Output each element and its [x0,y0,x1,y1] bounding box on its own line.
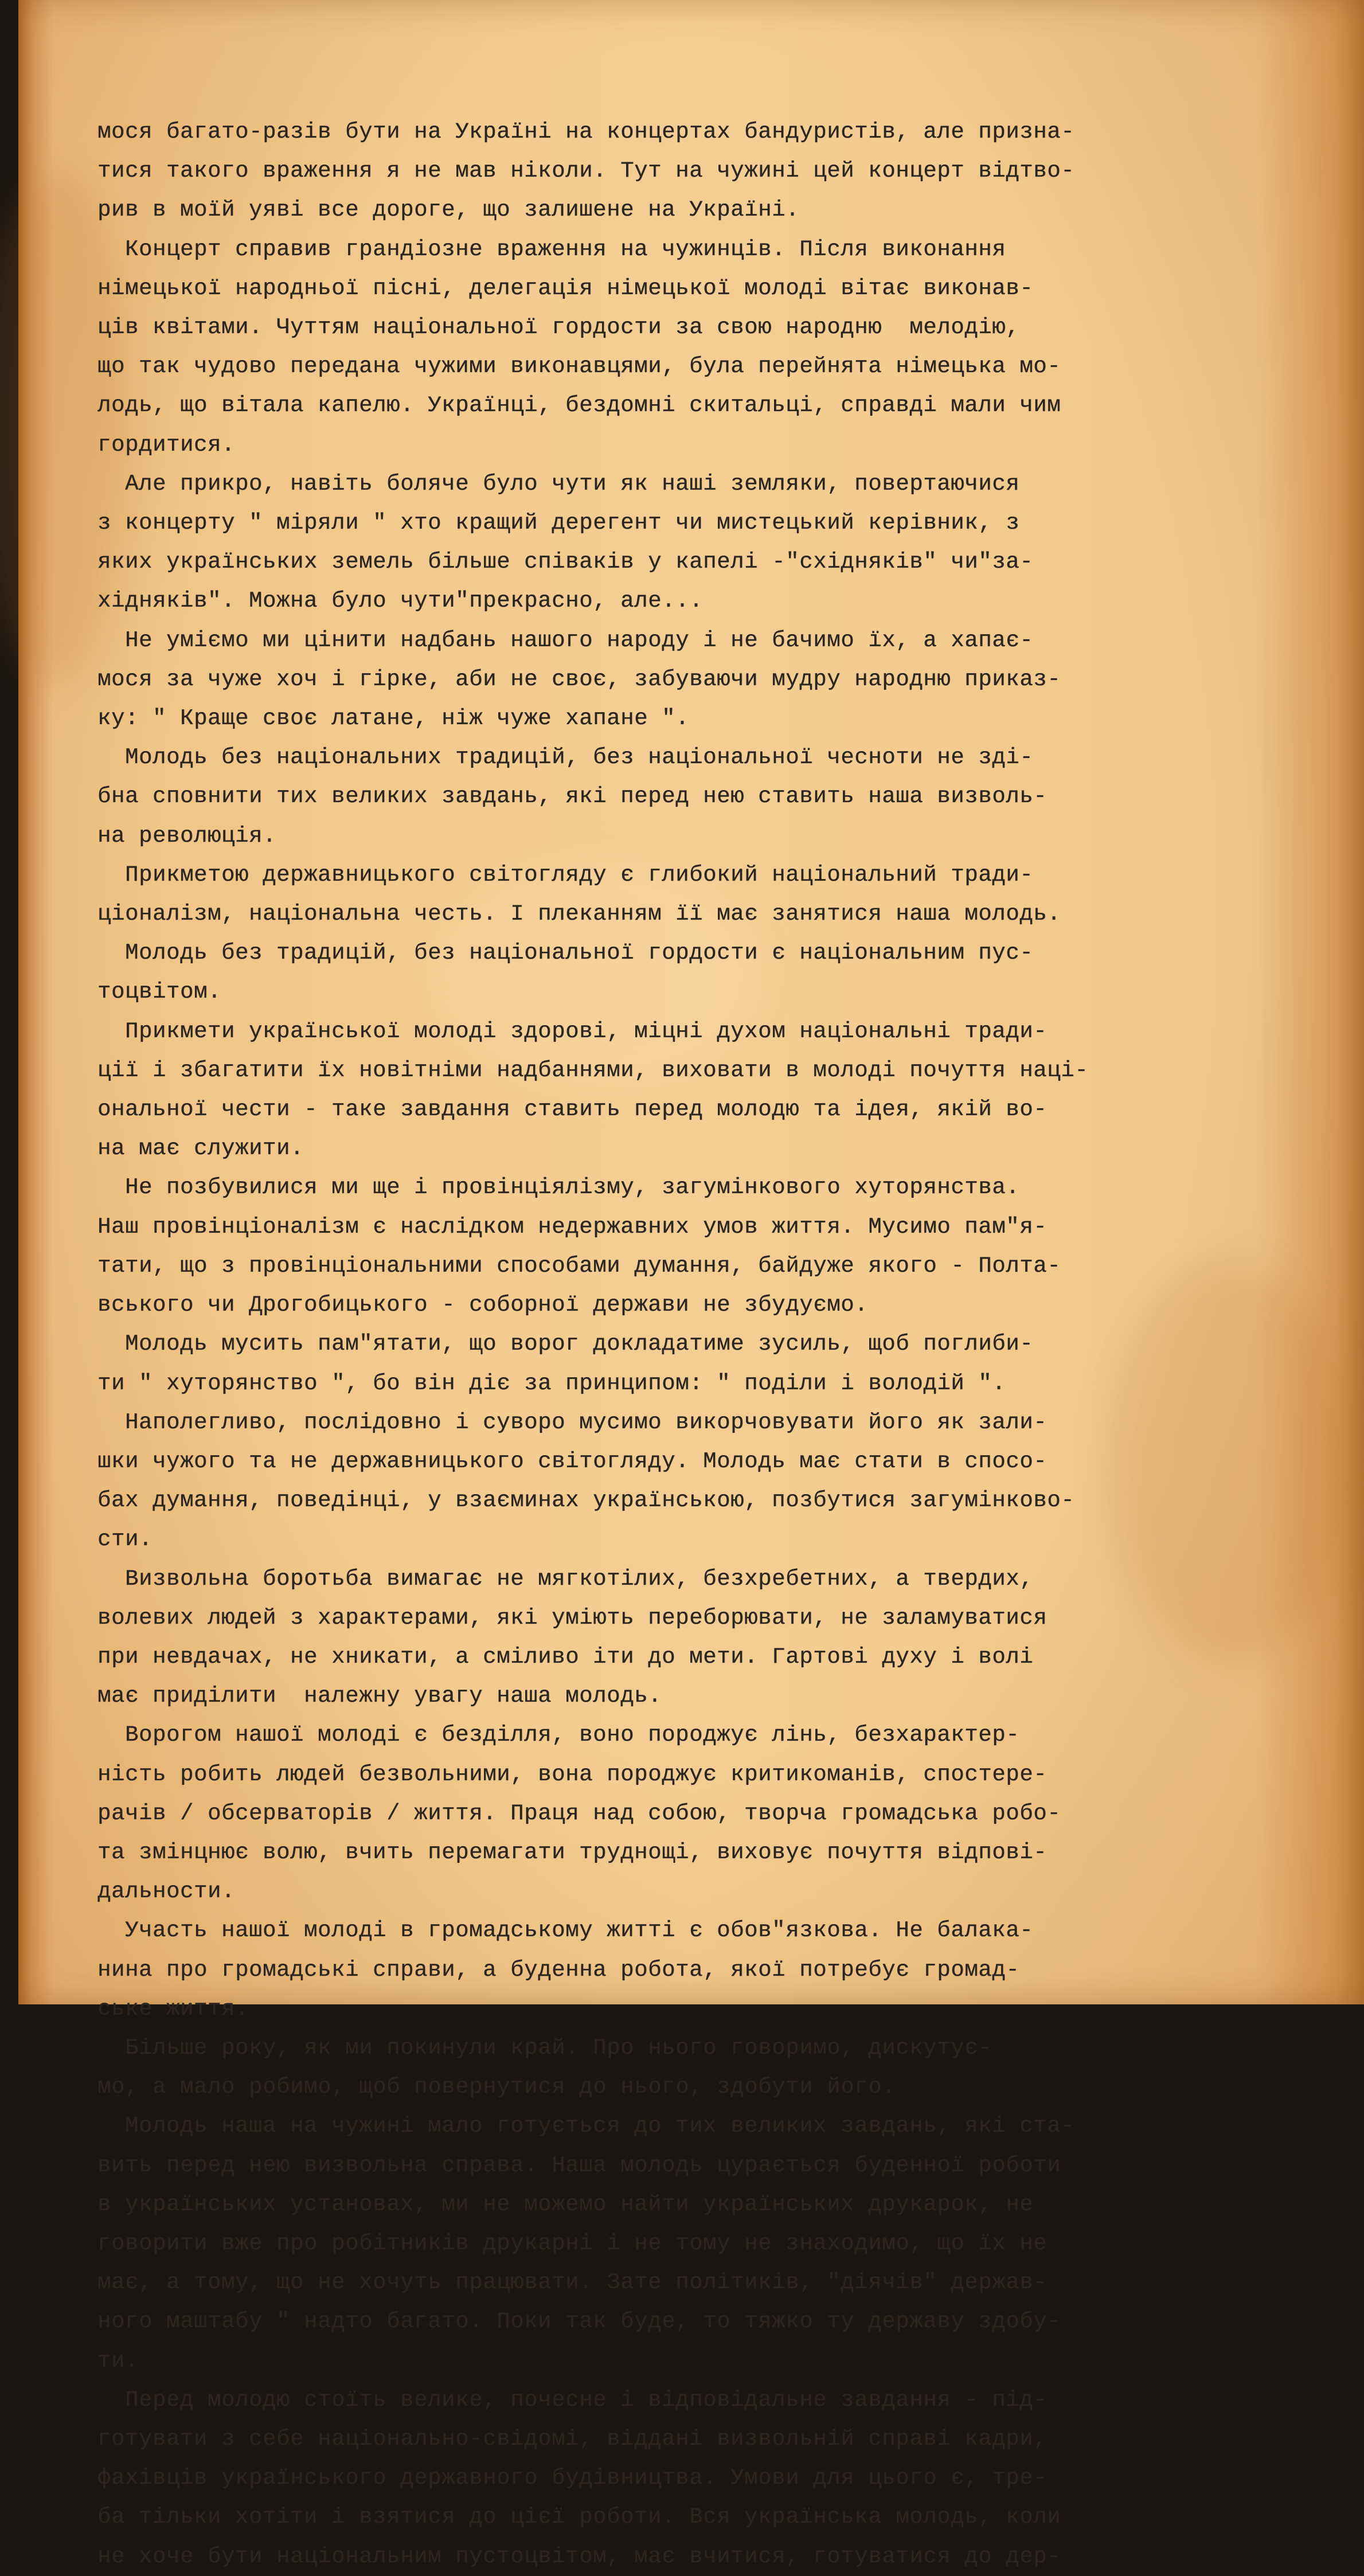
paragraph: Молодь наша на чужині мало готується до тих великих завдань, які ста- вить перед нею визвольна справа. Наша молодь цурається буденної роботи в українських установах, ми не можемо найти українських друкарок, не говорити вже про робітників друкарні і не тому не знаходимо, що їх не має, а тому, що не хочуть працювати. Зате політиків, "діячів" держав- ного маштабу " надто багато. Поки так буде, то тяжко ту державу здобу- ти. [97,2113,1075,2374]
paragraph: мося багато-разів бути на Україні на концертах бандуристів, але призна- тися такого враження я не мав ніколи. Тут на чужині цей концерт відтво- рив в моїй уяві все дороге, що залишене на Україні. [97,119,1075,223]
paragraph: Але прикро, навіть боляче було чути як наші земляки, повертаючися з концерту " міряли " хто кращий дерегент чи мистецький керівник, з яких українських земель більше співаків у капелі -"східняків" чи"за- хідняків". Можна було чути"прекрасно, але... [97,471,1034,614]
paragraph: Прикметою державницького світогляду є глибокий національний тради- ціоналізм, національна честь. І плеканням її має занятися наша молодь. [97,862,1061,927]
document-page [18,0,1364,2569]
paragraph: Перед молодю стоїть велике, почесне і відповідальне завдання - під- готувати з себе національно-свідомі, віддані визвольній справі кадри, фахівців українського державного будівництва. Умови для цього є, тре- ба тільки хотіти і взятися до цієї роботи. Вся українська молодь, коли не хоче бути національним пустоцвітом, має вчитися, готуватися до дер- [97,2387,1061,2569]
paragraph: Участь нашої молоді в громадському житті є обов"язкова. Не балака- нина про громадські справи, а буденна робота, якої потребує громад- ське життя. [97,1918,1034,2022]
paragraph: Ворогом нашої молоді є безділля, воно породжує лінь, безхарактер- ність робить людей безвольними, вона породжує критикоманів, спостере- рачів / обсерваторів / життя. Праця над собою, творча громадська робо- та змінцнює волю, вчить перемагати труднощі, виховує почуття відпові- дальности. [97,1722,1061,1905]
paragraph: Наполегливо, послідовно і суворо мусимо викорчовувати його як зали- шки чужого та не державницького світогляду. Молодь має стати в спосо- бах думання, поведінці, у взаєминах українською, позбутися загумінково- сти. [97,1409,1075,1553]
paragraph: Молодь без національних традицій, без національної чесноти не зді- бна сповнити тих великих завдань, які перед нею ставить наша визволь- на революція. [97,745,1048,849]
paragraph: Не позбувилися ми ще і провінціялізму, загумінкового хуторянства. Наш провінціоналізм є наслідком недержавних умов життя. Мусимо пам"я- тати, що з провінціональними способами думання, байдуже якого - Полта- вського чи Дрогобицького - соборної держави не збудуємо. [97,1175,1061,1318]
paragraph: Молодь без традицій, без національної гордости є національним пус- тоцвітом. [97,940,1034,1005]
paragraph: Молодь мусить пам"ятати, що ворог докладатиме зусиль, щоб поглиби- ти " хуторянство ", бо він діє за принципом: " поділи і володій ". [97,1331,1034,1396]
paragraph: Прикмети української молоді здорові, міцні духом національні тради- ції і збагатити їх новітніми надбаннями, виховати в молоді почуття наці- ональної чести - таке завдання ставить перед молодю та ідея, якій во- на має служити. [97,1018,1089,1162]
paragraph: Визвольна боротьба вимагає не мягкотілих, безхребетних, а твердих, волевих людей з характерами, які уміють переборювати, не заламуватися при невдачах, не хникати, а сміливо іти до мети. Гартові духу і волі має приділити належну увагу наша молодь. [97,1566,1048,1709]
paragraph: Концерт справив грандіозне враження на чужинців. Після виконання німецької народньої пісні, делегація німецької молоді вітає виконав- ців квітами. Чуттям національної гордости за свою народню мелодію, що так чудово передана чужими виконавцями, була перейнята німецька мо- лодь, що вітала капелю. Українці, бездомні скитальці, справді мали чим гордитися. [97,236,1061,458]
typewritten-text [97,112,1336,2569]
paragraph: Не уміємо ми цінити надбань нашого народу і не бачимо їх, а хапає- мося за чуже хоч і гірке, аби не своє, забуваючи мудру народню приказ- ку: " Краще своє латане, ніж чуже хапане ". [97,627,1061,732]
paragraph: Більше року, як ми покинули край. Про нього говоримо, дискутує- мо, а мало робимо, щоб повернутися до нього, здобути його. [97,2035,992,2100]
